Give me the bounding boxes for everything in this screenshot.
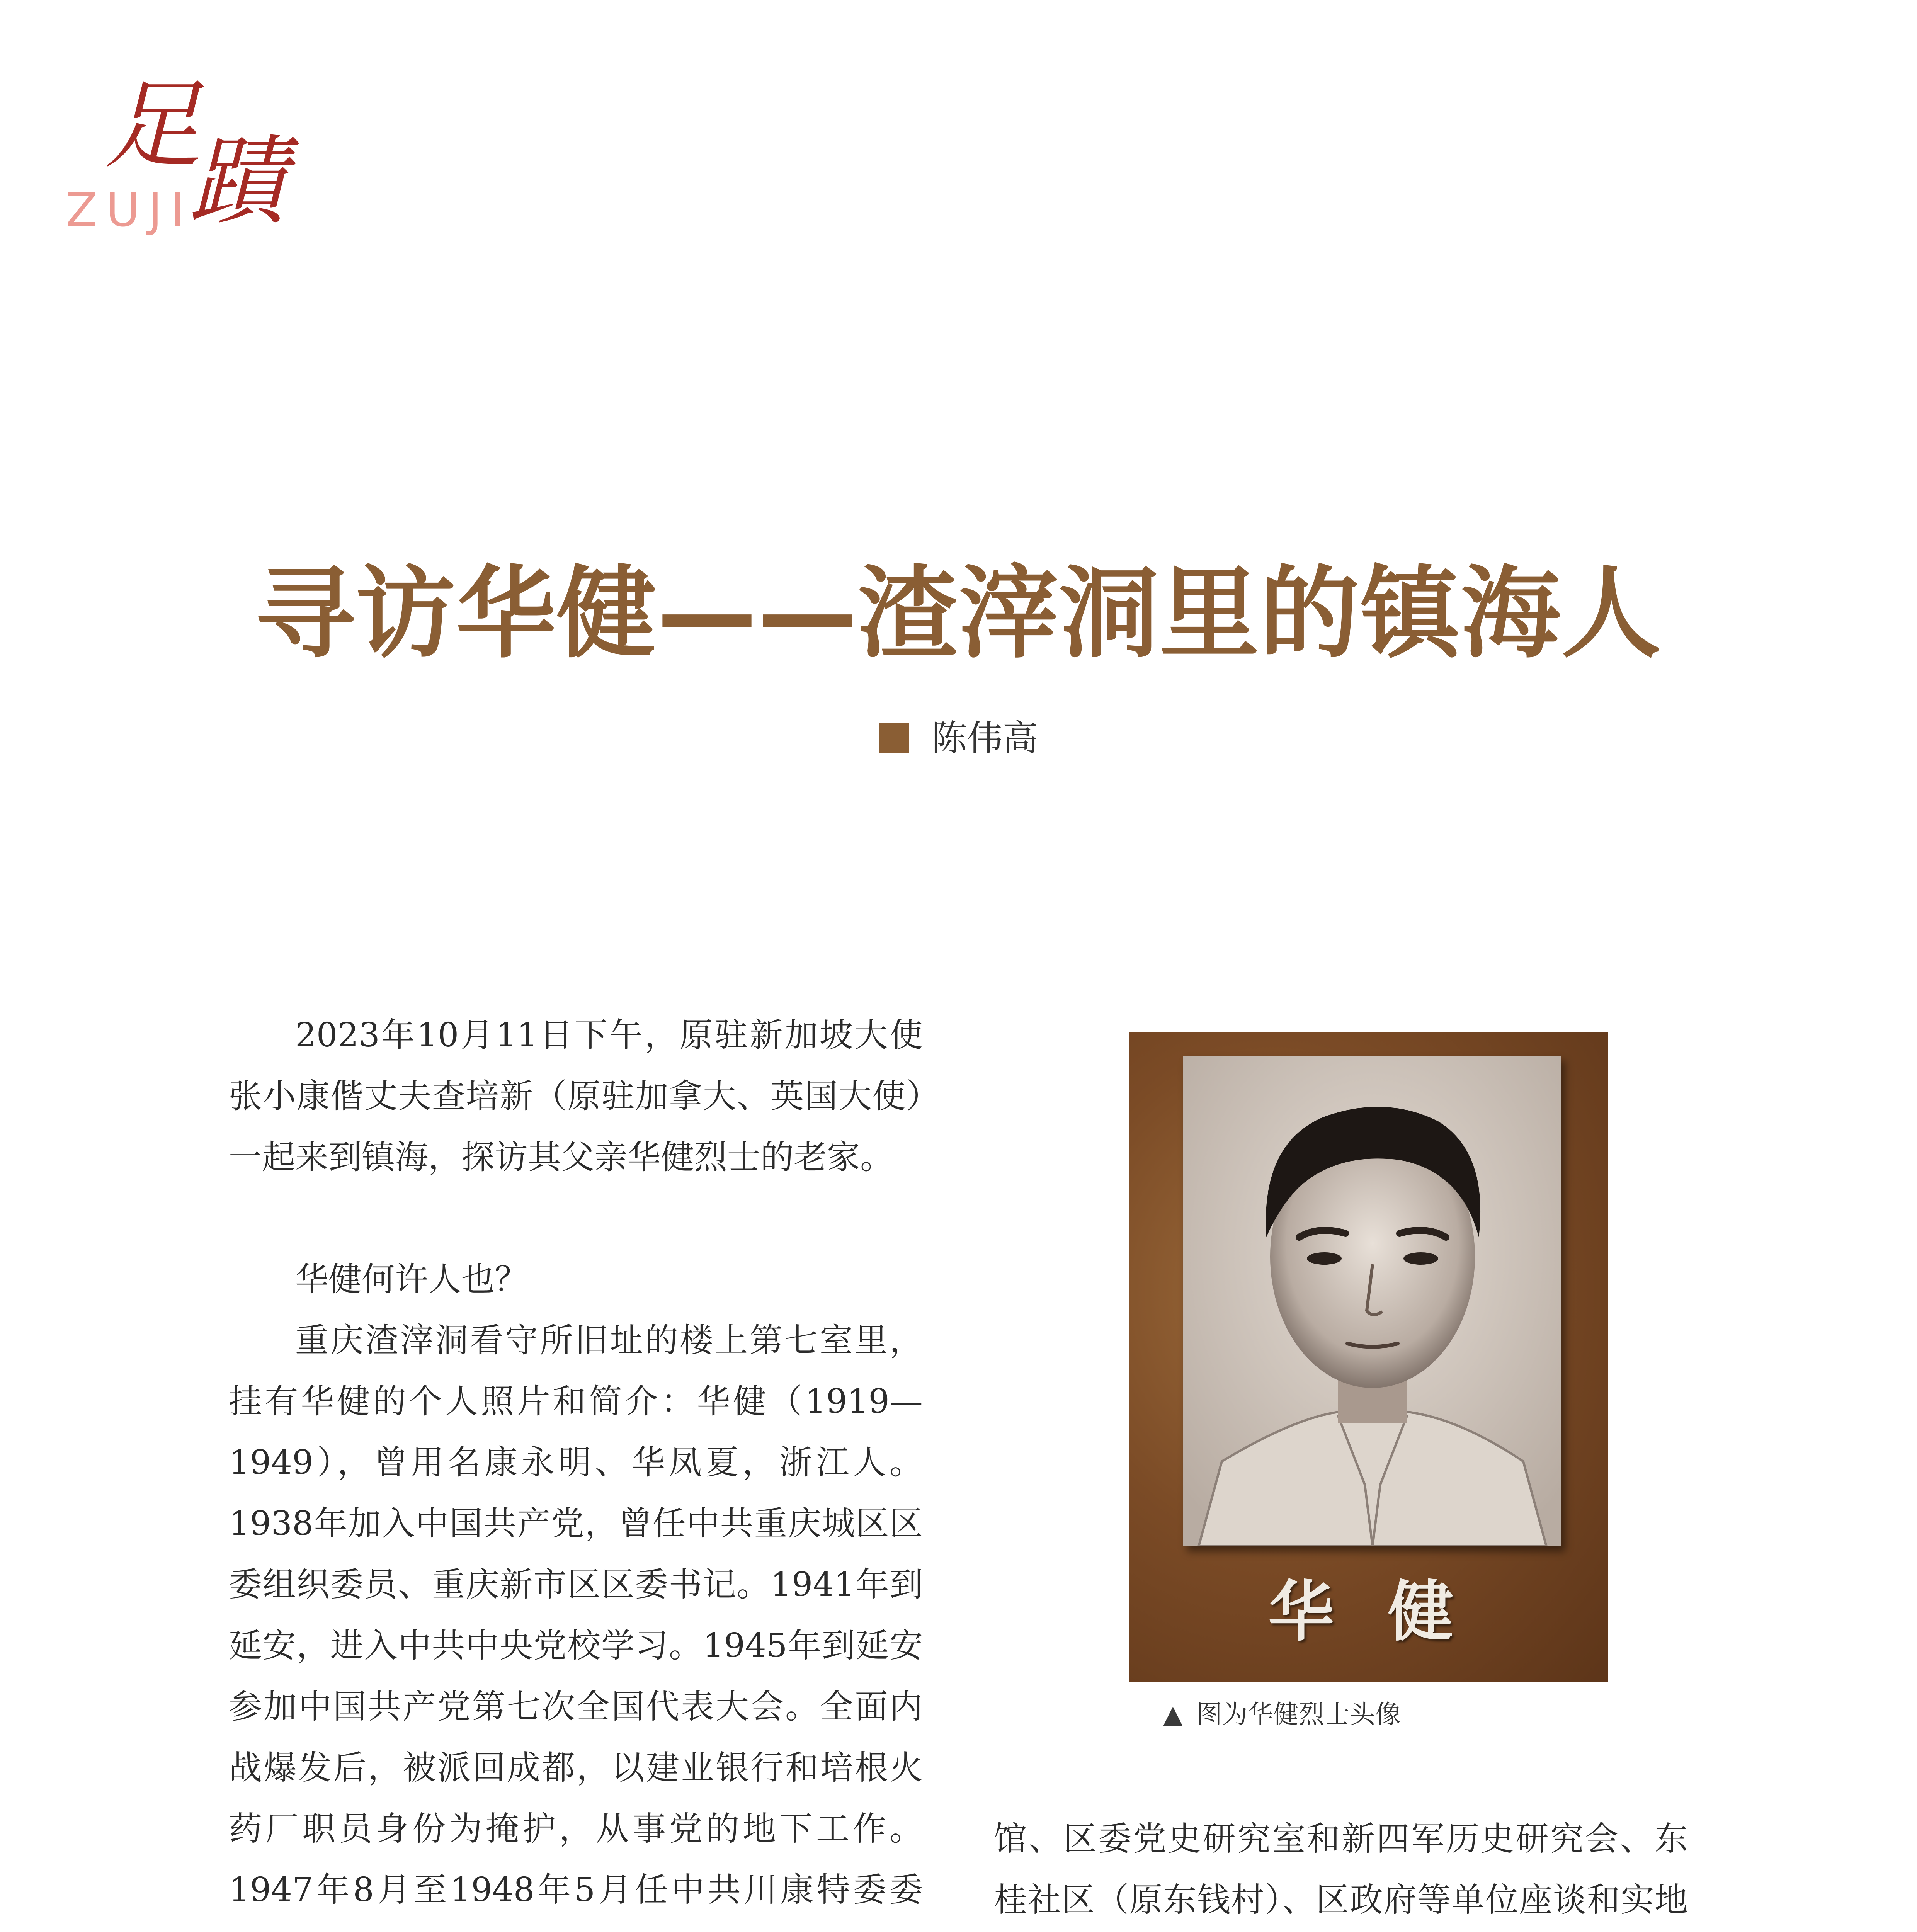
photo-caption bbox=[1163, 1699, 1401, 1729]
paragraph-question: 华健何许人也？ bbox=[295, 1260, 528, 1299]
author-name: 陈伟高 bbox=[931, 718, 1038, 759]
paragraph-biography: 重庆渣滓洞看守所旧址的楼上第七室里，挂有华健的个人照片和简介：华健（1919—1949），曾用名康永明、华凤夏，浙江人。1938年加入中国共产党，曾任中共重庆城区区委组织委员、重庆新市区区委书记。1941年到延安，进入中共中央党校学习。1945年到延安参加中国共产党第七次全国代表大会。全面内战爆发后，被派回成都，以建业银行和培根火药厂职员身份为掩护，从事党的地下工作。1947年8月至1948年5月任中共川康特委委 bbox=[229, 1321, 923, 1909]
logo-latin-text: ZUJI bbox=[66, 184, 193, 237]
portrait-image bbox=[1183, 1056, 1561, 1546]
byline bbox=[0, 718, 1917, 759]
paragraph-intro: 2023年10月11日下午，原驻新加坡大使张小康偕丈夫查培新（原驻加拿大、英国大使）一起来到镇海，探访其父亲华健烈士的老家。 bbox=[229, 1016, 923, 1177]
photo-name-plate: 华 健 bbox=[1268, 1574, 1469, 1650]
column-logo bbox=[58, 69, 286, 240]
logo-char-ji: 蹟 bbox=[189, 125, 286, 238]
triangle-marker-icon: ▲ bbox=[1163, 1699, 1183, 1729]
logo-char-zu: 足 bbox=[104, 69, 201, 182]
byline-square-icon bbox=[879, 723, 909, 753]
paragraph-continued: 馆、区委党史研究室和新四军历史研究会、东桂社区（原东钱村）、区政府等单位座谈和实地 bbox=[994, 1820, 1688, 1919]
photo-caption-text: 图为华健烈士头像 bbox=[1196, 1699, 1401, 1729]
portrait-photo bbox=[1129, 1032, 1608, 1682]
portrait-card bbox=[1183, 1056, 1561, 1546]
article-title: 寻访华健——渣滓洞里的镇海人 bbox=[255, 556, 1662, 672]
